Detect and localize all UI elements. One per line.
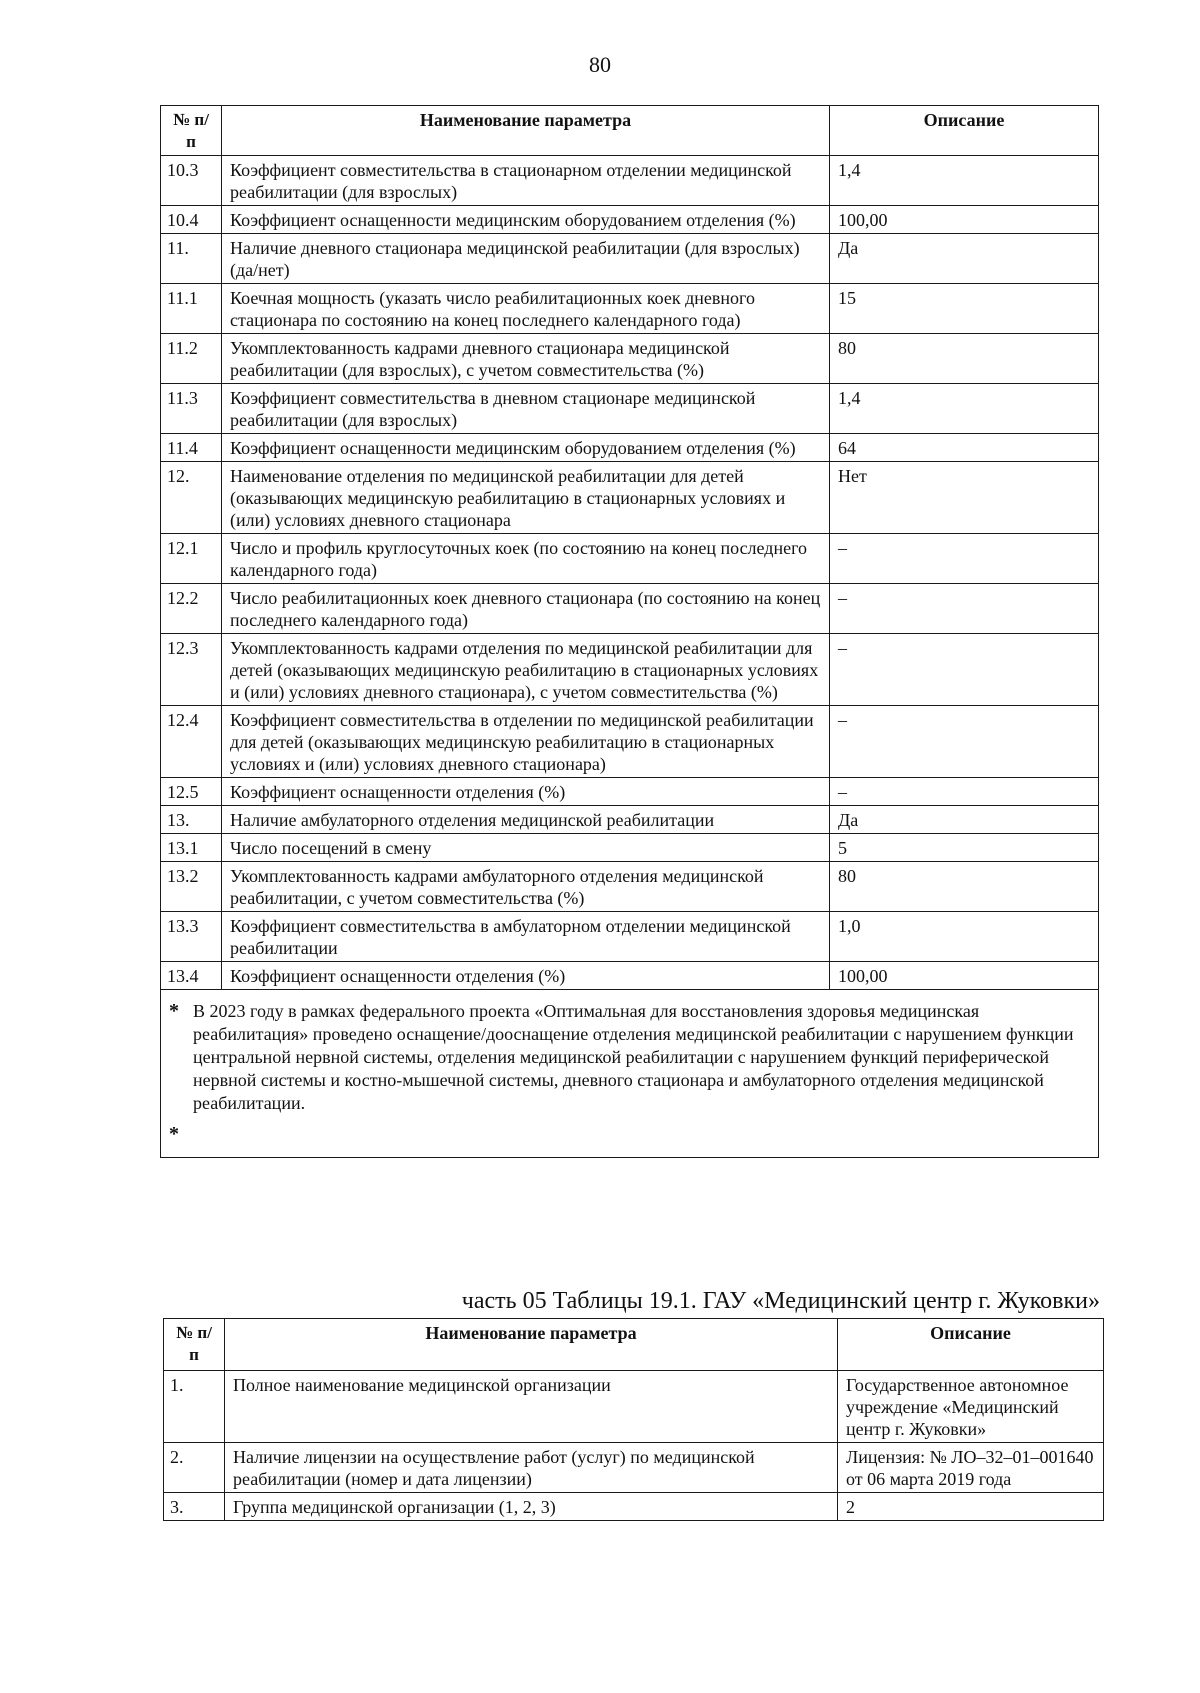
row-description: Да <box>830 234 1099 284</box>
row-description: 15 <box>830 284 1099 334</box>
row-number: 3. <box>164 1493 225 1521</box>
row-description: 5 <box>830 834 1099 862</box>
row-parameter: Коэффициент оснащенности медицинским оборудованием отделения (%) <box>222 206 830 234</box>
row-parameter: Укомплектованность кадрами дневного стационара медицинской реабилитации (для взрослых), с учетом совместительства (%) <box>222 334 830 384</box>
header-number: № п/п <box>164 1319 225 1371</box>
table-row <box>164 1493 1104 1521</box>
footnote-text: В 2023 году в рамках федерального проекта «Оптимальная для восстановления здоровья медицинская реабилитация» проведено оснащение/дооснащение отделения медицинской реабилитации с нарушением функции центральной нервной системы, отделения медицинской реабилитации с нарушением функций периферической нервной системы и костно-мышечной системы, дневного стационара и амбулаторного отделения медицинской реабилитации. <box>193 1001 1074 1113</box>
row-description: Государственное автономное учреждение «Медицинский центр г. Жуковки» <box>838 1371 1104 1443</box>
table-caption: часть 05 Таблицы 19.1. ГАУ «Медицинский центр г. Жуковки» <box>461 1288 1100 1314</box>
footnote-marker-2: * <box>169 1123 179 1145</box>
row-number: 11.2 <box>161 334 222 384</box>
row-parameter: Число посещений в смену <box>222 834 830 862</box>
footnote-cell <box>161 990 1099 1158</box>
header-parameter: Наименование параметра <box>222 106 830 156</box>
row-description: – <box>830 634 1099 706</box>
table-row <box>161 334 1099 384</box>
row-number: 12.5 <box>161 778 222 806</box>
row-number: 13.2 <box>161 862 222 912</box>
row-description: – <box>830 534 1099 584</box>
row-description: 100,00 <box>830 962 1099 990</box>
row-parameter: Коечная мощность (указать число реабилитационных коек дневного стационара по состоянию на конец последнего календарного года) <box>222 284 830 334</box>
table-row <box>161 284 1099 334</box>
row-parameter: Коэффициент оснащенности отделения (%) <box>222 962 830 990</box>
table-body <box>161 156 1099 990</box>
table-row <box>161 912 1099 962</box>
row-number: 10.3 <box>161 156 222 206</box>
table-row <box>161 862 1099 912</box>
table-row <box>161 434 1099 462</box>
row-number: 11.3 <box>161 384 222 434</box>
row-number: 11.1 <box>161 284 222 334</box>
table-row <box>161 634 1099 706</box>
row-parameter: Число и профиль круглосуточных коек (по состоянию на конец последнего календарного года) <box>222 534 830 584</box>
table-row <box>161 584 1099 634</box>
table-row <box>161 384 1099 434</box>
row-number: 13.4 <box>161 962 222 990</box>
table-header-row <box>161 106 1099 156</box>
table-row <box>161 806 1099 834</box>
row-number: 11. <box>161 234 222 284</box>
row-number: 12.2 <box>161 584 222 634</box>
row-description: – <box>830 778 1099 806</box>
parameters-table-1 <box>160 105 1099 1158</box>
table-row <box>161 962 1099 990</box>
row-parameter: Полное наименование медицинской организации <box>225 1371 838 1443</box>
row-parameter: Коэффициент совместительства в стационарном отделении медицинской реабилитации (для взрослых) <box>222 156 830 206</box>
row-description: – <box>830 584 1099 634</box>
row-parameter: Коэффициент оснащенности медицинским оборудованием отделения (%) <box>222 434 830 462</box>
table-row <box>164 1443 1104 1493</box>
page-number: 80 <box>589 52 611 77</box>
table-row <box>161 834 1099 862</box>
row-number: 1. <box>164 1371 225 1443</box>
table-row <box>161 778 1099 806</box>
row-description: 100,00 <box>830 206 1099 234</box>
header-description: Описание <box>838 1319 1104 1371</box>
parameters-table-2 <box>163 1318 1104 1521</box>
row-number: 12.3 <box>161 634 222 706</box>
header-description: Описание <box>830 106 1099 156</box>
header-parameter: Наименование параметра <box>225 1319 838 1371</box>
row-parameter: Наличие амбулаторного отделения медицинской реабилитации <box>222 806 830 834</box>
table-row <box>161 206 1099 234</box>
row-number: 12.1 <box>161 534 222 584</box>
footnote-row <box>161 990 1099 1158</box>
table-row <box>161 706 1099 778</box>
row-number: 13.3 <box>161 912 222 962</box>
row-description: 64 <box>830 434 1099 462</box>
row-parameter: Коэффициент совместительства в отделении по медицинской реабилитации для детей (оказывающих медицинскую реабилитацию в стационарных условиях и (или) условиях дневного стационара) <box>222 706 830 778</box>
row-description: 1,4 <box>830 384 1099 434</box>
row-description: Да <box>830 806 1099 834</box>
row-description: Лицензия: № ЛО–32–01–001640 от 06 марта 2019 года <box>838 1443 1104 1493</box>
footnote-marker: * <box>169 1000 179 1022</box>
row-parameter: Наименование отделения по медицинской реабилитации для детей (оказывающих медицинскую реабилитацию в стационарных условиях и (или) условиях дневного стационара <box>222 462 830 534</box>
table-body <box>164 1371 1104 1521</box>
table-header-row <box>164 1319 1104 1371</box>
row-parameter: Укомплектованность кадрами амбулаторного отделения медицинской реабилитации, с учетом совместительства (%) <box>222 862 830 912</box>
row-parameter: Наличие дневного стационара медицинской реабилитации (для взрослых) (да/нет) <box>222 234 830 284</box>
row-description: – <box>830 706 1099 778</box>
row-number: 11.4 <box>161 434 222 462</box>
row-parameter: Коэффициент совместительства в дневном стационаре медицинской реабилитации (для взрослых) <box>222 384 830 434</box>
row-parameter: Укомплектованность кадрами отделения по медицинской реабилитации для детей (оказывающих медицинскую реабилитацию в стационарных условиях и (или) условиях дневного стационара), с учетом совместительства (%) <box>222 634 830 706</box>
row-parameter: Группа медицинской организации (1, 2, 3) <box>225 1493 838 1521</box>
table-row <box>161 534 1099 584</box>
row-description: 2 <box>838 1493 1104 1521</box>
table-row <box>164 1371 1104 1443</box>
row-number: 10.4 <box>161 206 222 234</box>
row-number: 13. <box>161 806 222 834</box>
row-description: 80 <box>830 334 1099 384</box>
row-description: 80 <box>830 862 1099 912</box>
row-number: 12.4 <box>161 706 222 778</box>
row-description: Нет <box>830 462 1099 534</box>
table-row <box>161 234 1099 284</box>
row-description: 1,4 <box>830 156 1099 206</box>
row-parameter: Число реабилитационных коек дневного стационара (по состоянию на конец последнего календарного года) <box>222 584 830 634</box>
table-row <box>161 462 1099 534</box>
row-number: 12. <box>161 462 222 534</box>
row-parameter: Коэффициент совместительства в амбулаторном отделении медицинской реабилитации <box>222 912 830 962</box>
row-parameter: Наличие лицензии на осуществление работ (услуг) по медицинской реабилитации (номер и дата лицензии) <box>225 1443 838 1493</box>
row-number: 13.1 <box>161 834 222 862</box>
table-row <box>161 156 1099 206</box>
row-number: 2. <box>164 1443 225 1493</box>
row-description: 1,0 <box>830 912 1099 962</box>
row-parameter: Коэффициент оснащенности отделения (%) <box>222 778 830 806</box>
header-number: № п/п <box>161 106 222 156</box>
